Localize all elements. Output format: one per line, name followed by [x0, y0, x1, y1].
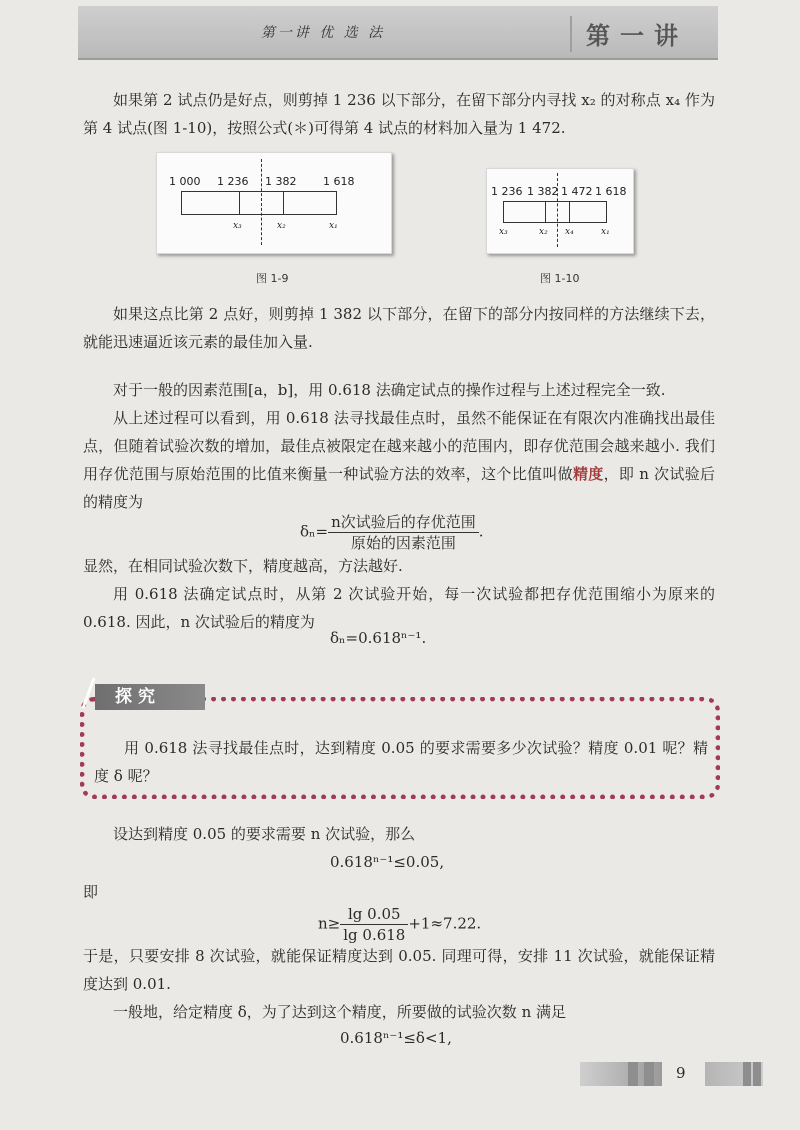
paragraph-10: 一般地，给定精度 δ，为了达到这个精度，所要做的试验次数 n 满足 — [113, 1003, 566, 1021]
formula-1-lhs: δₙ= — [300, 522, 329, 541]
fig9-sub-x3: x₃ — [233, 221, 242, 231]
paragraph-4-text-a: 从上述过程可以看到，用 0.618 法寻找最佳点时，虽然不能保证在有限次内准确找出最佳点，但随着试验次数的增加，最佳点被限定在越来越小的范围内，即存优范围会越来越小. 我们用存优范围与原始范围的比值来衡量一种试验方法的效率，这个比值叫做 — [83, 409, 715, 483]
formula-1-denominator: 原始的因素范围 — [350, 534, 456, 552]
paragraph-1: 如果第 2 试点仍是好点，则剪掉 1 236 以下部分，在留下部分内寻找 x₂ 的对称点 x₄ 作为第 4 试点(图 1-10)，按照公式(＊)可得第 4 试点的材料加入量为 1 472. — [83, 91, 715, 137]
chapter-title: 第一讲 优 选 法 — [260, 25, 386, 41]
figure-1-10 — [486, 168, 634, 254]
fig9-range-box — [181, 191, 337, 215]
footer-mark-3 — [743, 1062, 751, 1086]
fig9-label-1382: 1 382 — [265, 175, 297, 188]
fig9-divider-2 — [283, 191, 284, 215]
footer-mark-2 — [644, 1062, 654, 1086]
formula-4-fraction — [340, 904, 408, 945]
formula-4-rhs: +1≈7.22. — [408, 914, 482, 933]
fig9-label-1236: 1 236 — [217, 175, 249, 188]
paragraph-8: 即 — [83, 883, 99, 901]
fig9-label-1618: 1 618 — [323, 175, 355, 188]
lecture-label: 第一讲 — [586, 21, 688, 50]
fig10-range-box — [503, 201, 607, 223]
formula-4-numerator: lg 0.05 — [340, 904, 408, 925]
figure-1-10-caption: 图 1-10 — [540, 272, 580, 285]
paragraph-7: 设达到精度 0.05 的要求需要 n 次试验，那么 — [113, 825, 416, 843]
formula-4-denominator: lg 0.618 — [343, 926, 406, 944]
formula-general: 0.618ⁿ⁻¹≤δ<1, — [340, 1029, 452, 1047]
footer-bar-left — [580, 1062, 662, 1086]
fig10-sub-x1: x₁ — [601, 227, 610, 237]
fig10-divider-1 — [545, 201, 546, 223]
formula-n-bound — [318, 904, 481, 945]
fig10-label-1236: 1 236 — [491, 185, 523, 198]
formula-1-fraction — [328, 512, 479, 553]
page-header — [78, 6, 718, 60]
formula-precision-value: δₙ=0.618ⁿ⁻¹. — [330, 629, 427, 647]
paragraph-4-text-b: ，即 n 次试验后的精度为 — [83, 465, 715, 511]
page-number: 9 — [676, 1064, 686, 1082]
fig10-label-1382: 1 382 — [527, 185, 559, 198]
paragraph-3: 对于一般的因素范围[a，b]，用 0.618 法确定试点的操作过程与上述过程完全一致. — [113, 381, 666, 399]
paragraph-5: 显然，在相同试验次数下，精度越高，方法越好. — [83, 557, 403, 575]
fig9-sub-x2: x₂ — [277, 221, 286, 231]
footer-mark-1 — [628, 1062, 638, 1086]
formula-inequality: 0.618ⁿ⁻¹≤0.05, — [330, 853, 445, 871]
explore-tag — [95, 684, 205, 710]
quill-icon — [82, 678, 110, 708]
formula-1-end: . — [478, 522, 484, 541]
formula-4-lhs: n≥ — [318, 914, 341, 933]
fig10-sub-x4: x₄ — [565, 227, 574, 237]
fig10-center-line — [557, 173, 558, 247]
paragraph-4 — [83, 404, 715, 516]
paragraph-6: 用 0.618 法确定试点时，从第 2 次试验开始，每一次试验都把存优范围缩小为原来的 0.618. 因此，n 次试验后的精度为 — [83, 585, 715, 631]
figure-1-9-caption: 图 1-9 — [256, 272, 289, 285]
explore-tag-label: 探究 — [115, 687, 161, 707]
explore-question: 用 0.618 法寻找最佳点时，达到精度 0.05 的要求需要多少次试验？精度 0.01 呢？精度 δ 呢？ — [94, 739, 708, 785]
footer-bar-right — [705, 1062, 763, 1086]
paragraph-9: 于是，只要安排 8 次试验，就能保证精度达到 0.05. 同理可得，安排 11 次试验，就能保证精度达到 0.01. — [83, 947, 715, 993]
fig10-label-1618: 1 618 — [595, 185, 627, 198]
precision-term: 精度 — [572, 465, 604, 483]
paragraph-2: 如果这点比第 2 点好，则剪掉 1 382 以下部分，在留下的部分内按同样的方法继续下去，就能迅速逼近该元素的最佳加入量. — [83, 305, 715, 351]
fig10-label-1472: 1 472 — [561, 185, 593, 198]
header-divider — [570, 16, 572, 52]
fig9-divider-1 — [239, 191, 240, 215]
footer-mark-4 — [753, 1062, 761, 1086]
fig10-sub-x3: x₃ — [499, 227, 508, 237]
fig10-divider-2 — [569, 201, 570, 223]
formula-precision-definition — [300, 512, 484, 553]
fig10-sub-x2: x₂ — [539, 227, 548, 237]
formula-1-numerator: n次试验后的存优范围 — [328, 512, 479, 533]
figure-1-9 — [156, 152, 392, 254]
fig9-sub-x1: x₁ — [329, 221, 338, 231]
fig9-center-line — [261, 159, 262, 245]
fig9-label-1000: 1 000 — [169, 175, 201, 188]
